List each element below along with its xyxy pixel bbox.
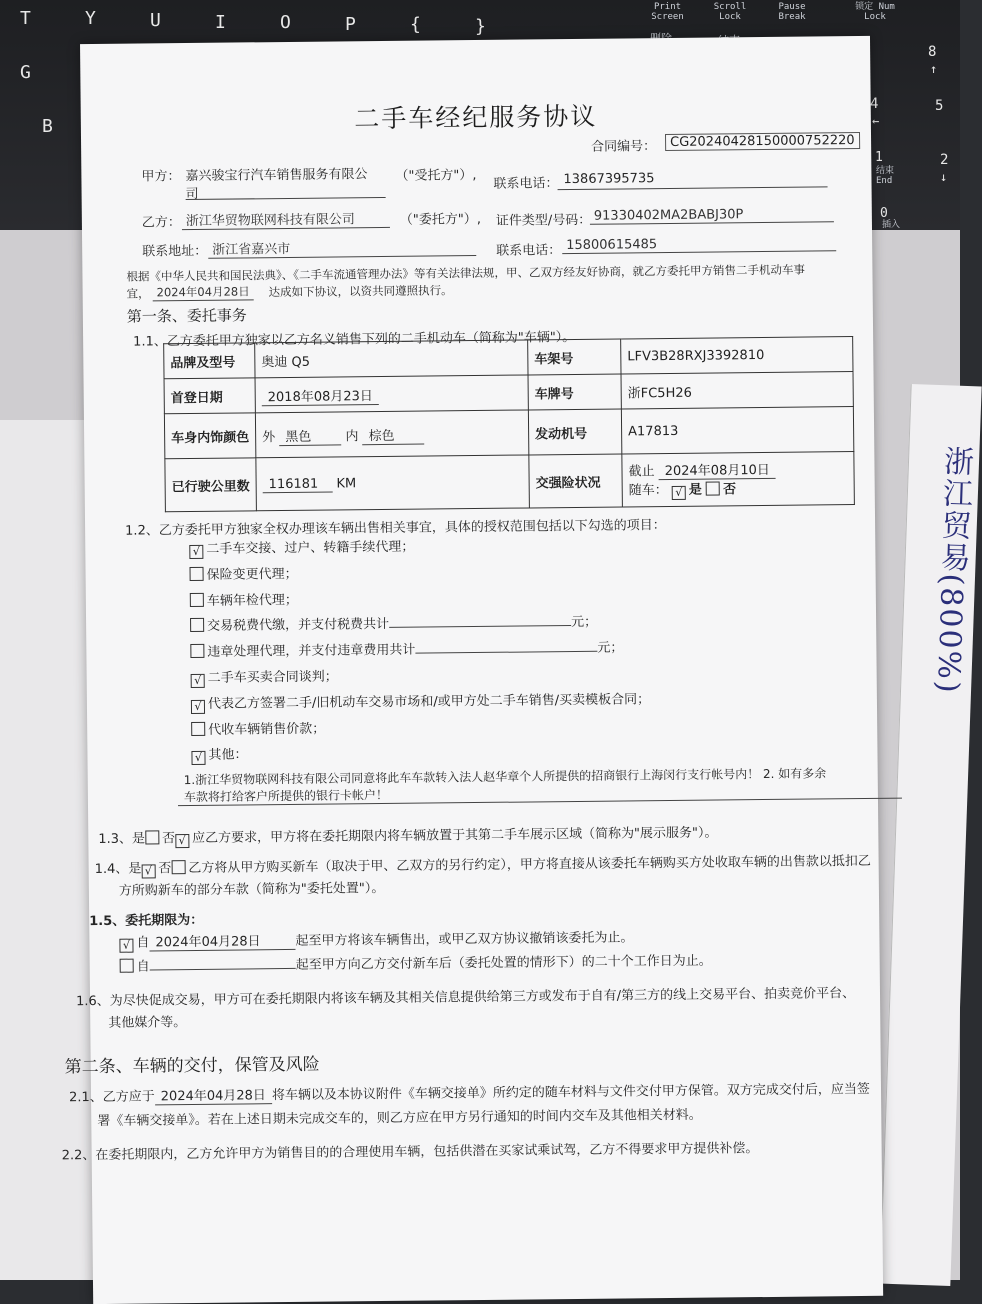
item-label: 保险变更代理； xyxy=(206,566,298,583)
no-checkbox[interactable] xyxy=(171,860,185,874)
clause-1-5-title: 1.5、委托期限为： xyxy=(89,912,204,930)
clause-2-1-text: 将车辆以及本协议附件《车辆交接单》所约定的随车材料与文件交付甲方保管。双方完成交付后，应当签 xyxy=(271,1081,870,1104)
clause-1-3-text: 应乙方要求，甲方将在委托期限内将车辆放置于其第二手车展示区域（简称为"展示服务"）。 xyxy=(191,825,718,847)
insurance-date: 2024年08月10日 xyxy=(659,463,776,480)
clause-1-2: 1.2、乙方委托甲方独家全权办理该车辆出售相关事宜，具体的授权范围包括以下勾选的项目： xyxy=(125,518,666,539)
table-row xyxy=(164,407,853,459)
insurance-follow: 随车： xyxy=(628,483,668,499)
party-a-phone-label: 联系电话： xyxy=(493,176,559,192)
key-y: Y xyxy=(85,8,96,29)
plate-value: 浙FC5H26 xyxy=(621,372,853,409)
party-a-underline xyxy=(186,197,386,200)
clause-1-4-line1: 乙方将从甲方购买新车（取决于甲、乙双方的另行约定），甲方将直接从该委托车辆购买方处收取车辆的出售款以抵扣乙 xyxy=(188,853,871,877)
item-label: 其他： xyxy=(208,747,248,764)
int-color: 棕色 xyxy=(363,428,425,445)
clause-1-4-line2: 方所购新车的部分车款（简称为"委托处置"）。 xyxy=(118,880,385,899)
insurance-prefix: 截止 xyxy=(628,464,655,480)
int-prefix: 内 xyxy=(345,428,359,444)
item-checkbox[interactable]: √ xyxy=(191,751,205,765)
other-line1: 1.浙江华贸物联网科技有限公司同意将此车车款转入法人赵华章个人所提供的招商银行上海闵行支行帐号内！ 2. 如有多余 xyxy=(183,766,827,788)
item-label: 二手车买卖合同谈判； xyxy=(207,669,338,686)
key-num-lock: 锁定 Num Lock xyxy=(855,2,895,22)
key-end-label: End xyxy=(876,176,893,186)
item-label: 违章处理代理，并支付违章费用共计 xyxy=(207,642,416,661)
list-item xyxy=(190,635,649,666)
key-brace-right: } xyxy=(475,16,486,37)
list-item xyxy=(191,687,650,718)
item-checkbox[interactable]: √ xyxy=(191,700,205,714)
list-item xyxy=(191,739,650,770)
brand-label: 品牌及型号 xyxy=(164,343,255,379)
section2-title: 第二条、车辆的交付，保管及风险 xyxy=(64,1054,320,1078)
party-b-name: 浙江华贸物联网科技有限公司 xyxy=(182,208,390,230)
vin-label: 车架号 xyxy=(528,339,621,375)
party-a-phone-underline xyxy=(558,186,828,190)
mileage-value: 116181 xyxy=(263,476,333,493)
key-b: B xyxy=(42,116,53,137)
party-b-phone: 15800615485 xyxy=(562,235,836,254)
clause-1-6-line2: 其他媒介等。 xyxy=(108,1015,187,1031)
no-checkbox[interactable]: √ xyxy=(175,834,189,848)
party-a-label: 甲方： xyxy=(141,169,181,185)
option-1-text: 起至甲方将该车辆售出，或甲乙双方协议撤销该委托为止。 xyxy=(295,930,634,949)
clause-1-6-line1: 1.6、为尽快促成交易，甲方可在委托期限内将该车辆及其相关信息提供给第三方或发布于自有/第三方的线上交易平台、拍卖竞价平台、 xyxy=(75,986,856,1010)
no-label: 否 xyxy=(158,861,172,877)
color-label: 车身内饰颜色 xyxy=(164,413,255,459)
item-label: 二手车交接、过户、转籍手续代理； xyxy=(206,539,415,557)
reg-date-label: 首登日期 xyxy=(164,378,255,414)
engine-label: 发动机号 xyxy=(528,409,621,455)
vin-value: LFV3B28RXJ3392810 xyxy=(621,337,853,374)
key-num-5: 5 xyxy=(935,98,944,114)
intro-date: 2024年04月28日 xyxy=(153,283,254,301)
key-g: G xyxy=(20,62,31,83)
clause-1-3 xyxy=(98,822,717,849)
yes-checkbox[interactable]: √ xyxy=(141,864,155,878)
insurance-yes-label: 是 xyxy=(688,482,702,498)
clause-1-4 xyxy=(95,850,871,879)
key-num-0: 0 xyxy=(880,206,888,221)
clause-2-1-prefix: 2.1、乙方应于 xyxy=(68,1089,155,1106)
party-b-role: （"委托方"）, xyxy=(399,211,482,228)
ext-color: 黑色 xyxy=(279,429,341,446)
party-a-name-line1: 嘉兴骏宝行汽车销售服务有限公 xyxy=(185,167,368,185)
yes-checkbox[interactable] xyxy=(145,830,159,844)
contract-number-label: 合同编号： xyxy=(591,139,657,155)
insurance-no-label: 否 xyxy=(722,482,737,498)
party-b-label: 乙方： xyxy=(141,215,181,231)
option-1-prefix: 自 xyxy=(136,935,150,951)
no-label: 否 xyxy=(161,831,176,847)
term-option-2 xyxy=(120,950,712,975)
address-label: 联系地址： xyxy=(142,243,208,260)
item-label: 交易税费代缴，并支付税费共计 xyxy=(207,617,390,635)
clause-1-1: 1.1、乙方委托甲方独家以乙方名义销售下列的二手机动车（简称为"车辆"）。 xyxy=(133,329,576,350)
contract-sheet xyxy=(61,36,883,1304)
option-2-checkbox[interactable] xyxy=(120,959,134,973)
intro-prefix: 宜， xyxy=(126,286,150,301)
item-checkbox[interactable] xyxy=(190,592,204,606)
clause-1-4-prefix: 1.4、是 xyxy=(94,861,142,878)
address-value: 浙江省嘉兴市 xyxy=(208,236,476,259)
item-checkbox[interactable] xyxy=(191,721,205,735)
intro-line1: 根据《中华人民共和国民法典》、《二手车流通管理办法》等有关法律法规，甲、乙双方经友好协商，就乙方委托甲方销售二手机动车事 xyxy=(126,262,805,284)
key-brace-left: { xyxy=(410,14,421,35)
item-suffix: 元； xyxy=(571,615,598,631)
key-num-8: 8 xyxy=(928,44,937,60)
option-1-checkbox[interactable]: √ xyxy=(119,939,133,953)
mileage-label: 已行驶公里数 xyxy=(165,458,257,512)
option-2-text: 起至甲方向乙方交付新车后（委托处置的情形下）的二十个工作日为止。 xyxy=(295,953,712,973)
other-line2: 车款将打给客户所提供的银行卡帐户！ xyxy=(183,787,388,805)
table-row xyxy=(165,452,855,512)
item-label: 代收车辆销售价款； xyxy=(208,721,326,738)
key-i: I xyxy=(215,12,226,33)
party-a-name-line2: 司 xyxy=(185,186,199,203)
intro-suffix: 达成如下协议，以资共同遵照执行。 xyxy=(268,283,453,300)
ext-prefix: 外 xyxy=(262,429,276,445)
option-1-date: 2024年04月28日 xyxy=(149,930,295,952)
party-b-phone-label: 联系电话： xyxy=(496,243,562,259)
brand-value: 奥迪 Q5 xyxy=(255,340,528,378)
clause-2-1-line2: 署《车辆交接单》。若在上述日期未完成交车的，则乙方应在甲方另行通知的时间内交车及其他相关材料。 xyxy=(97,1107,702,1130)
item-label: 车辆年检代理； xyxy=(206,592,298,609)
party-a-role: （"受托方"）, xyxy=(395,167,477,184)
document-title: 二手车经纪服务协议 xyxy=(354,101,598,134)
key-p: P xyxy=(345,14,356,35)
option-2-prefix: 自 xyxy=(136,959,150,975)
key-num-1: 1 xyxy=(875,150,883,165)
key-num-4: 4 xyxy=(870,96,879,112)
item-checkbox[interactable] xyxy=(190,567,204,581)
key-pause-break: Pause Break xyxy=(778,2,806,22)
clause-2-1-line1 xyxy=(69,1078,870,1105)
handwriting: 浙江贸易(800%) xyxy=(929,445,974,696)
contract-number: CG20240428150000752220 xyxy=(665,132,860,151)
key-t: T xyxy=(20,8,31,29)
mileage-unit: KM xyxy=(336,475,357,491)
item-checkbox[interactable] xyxy=(190,618,204,632)
key-u: U xyxy=(150,10,161,31)
key-down-arrow: ↓ xyxy=(940,170,948,184)
key-up-arrow: ↑ xyxy=(930,62,938,76)
item-suffix: 元； xyxy=(597,640,624,656)
authorization-list xyxy=(189,532,651,769)
party-b-id: 91330402MA2BABJ30P xyxy=(590,206,834,225)
item-checkbox[interactable]: √ xyxy=(191,674,205,688)
insurance-yes-checkbox[interactable]: √ xyxy=(672,486,686,500)
reg-date-value: 2018年08月23日 xyxy=(262,389,379,406)
key-num-2: 2 xyxy=(940,152,949,168)
key-left-arrow: ← xyxy=(872,114,880,128)
key-insert-cn: 插入 xyxy=(882,220,901,230)
plate-label: 车牌号 xyxy=(528,374,621,410)
clause-2-1-date: 2024年04月28日 xyxy=(155,1088,272,1105)
item-checkbox[interactable]: √ xyxy=(189,545,203,559)
clause-2-2: 2.2、在委托期限内，乙方允许甲方为销售目的的合理使用车辆，包括供潜在买家试乘试驾，乙方不得要求甲方提供补偿。 xyxy=(61,1141,759,1164)
item-checkbox[interactable] xyxy=(190,644,204,658)
section1-title: 第一条、委托事务 xyxy=(126,306,247,326)
key-end-label-cn: 结束 xyxy=(876,166,895,176)
clause-1-3-prefix: 1.3、是 xyxy=(98,831,146,847)
item-label: 代表乙方签署二手/旧机动车交易市场和/或甲方处二手车销售/买卖模板合同； xyxy=(207,691,651,712)
term-option-1 xyxy=(119,926,633,952)
insurance-label: 交强险状况 xyxy=(529,454,623,508)
insurance-no-checkbox[interactable] xyxy=(706,481,720,495)
key-scroll-lock: Scroll Lock xyxy=(713,2,747,22)
key-print-screen: Print Screen xyxy=(651,2,684,22)
vehicle-table xyxy=(163,336,855,512)
engine-value: A17813 xyxy=(621,407,853,454)
key-o: O xyxy=(280,12,291,33)
party-b-id-label: 证件类型/号码： xyxy=(495,212,592,229)
party-a-phone: 13867395735 xyxy=(563,171,655,188)
